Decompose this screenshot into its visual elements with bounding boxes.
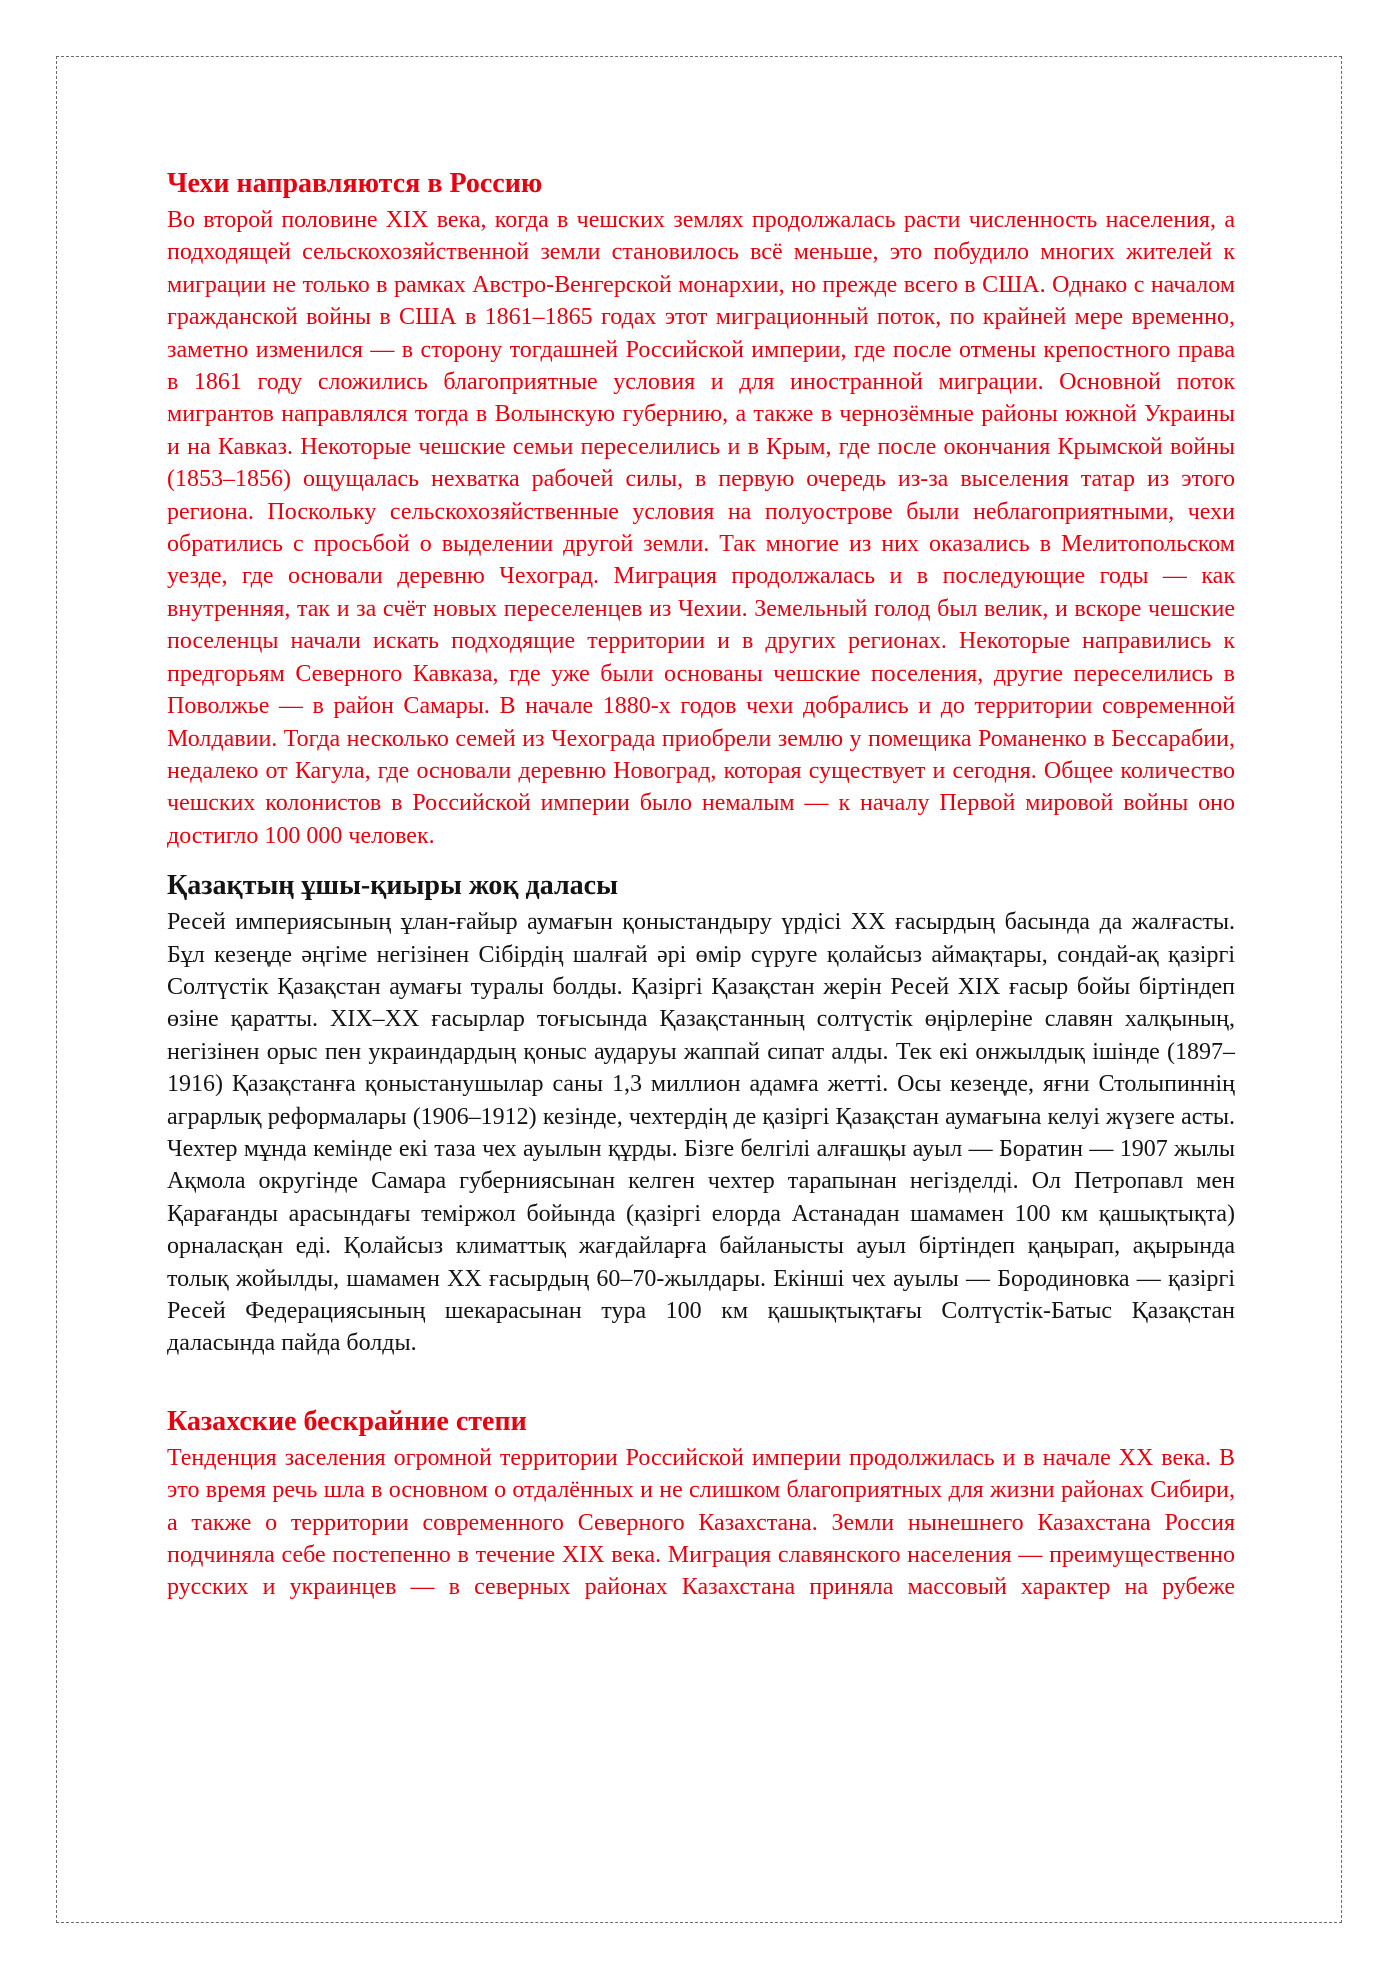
section-paragraph: Тенденция заселения огромной территории Российской империи продолжилась и в начале XX века. В это время речь шла в основном о отдалённых и не слишком благоприятных для жизни районах Сибири, а также о территории современного Северного Казахстана. Земли нынешнего Казахстана Россия подчиняла себе постепенно в течение XIX века. Миграция славянского населения — преимущественно русских и украинцев — в северных районах Казахстана приняла массовый характер на рубеже	[167, 1444, 1235, 1601]
section-paragraph: Ресей империясының ұлан-ғайыр аумағын қоныстандыру үрдісі XX ғасырдың басында да жалғасты. Бұл кезеңде әңгіме негізінен Сібірдің шалғай әрі өмір сүруге қолайсыз аймақтары, сондай-ақ қазіргі Солтүстік Қазақстан аумағы туралы болды. Қазіргі Қазақстан жерін Ресей XIX ғасыр бойы біртіндеп өзіне қаратты. XIX–XX ғасырлар тоғысында Қазақстанның солтүстік өңірлеріне славян халқының, негізінен орыс пен украиндардың қоныс аударуы жаппай сипат алды. Тек екі онжылдық ішінде (1897–1916) Қазақстанға қоныстанушылар саны 1,3 миллион адамға жетті. Осы кезеңде, яғни Столыпиннің аграрлық реформалары (1906–1912) кезінде, чехтердің де қазіргі Қазақстан аумағына келуі жүзеге асты. Чехтер мұнда кемінде екі таза чех ауылын құрды. Бізге белгілі алғашқы ауыл — Боратин — 1907 жылы Ақмола округінде Самара губерниясынан келген чехтер тарапынан негізделді. Ол Петропавл мен Қарағанды арасындағы теміржол бойында (қазіргі елорда Астанадан шамамен 100 км қашықтықта) орналасқан еді. Қолайсыз климаттық жағдайларға байланысты ауыл біртіндеп қаңырап, ақырында толық жойылды, шамамен XX ғасырдың 60–70-жылдары. Екінші чех ауылы — Бородиновка — қазіргі Ресей Федерациясының шекарасынан тура 100 км қашықтықтағы Солтүстік-Батыс Қазақстан даласында пайда болды.	[167, 909, 1235, 1357]
section-kazakh-steppe-kk	[167, 868, 1235, 1360]
section-czechs-to-russia	[167, 166, 1235, 852]
section-heading: Чехи направляются в Россию	[167, 168, 543, 199]
section-heading: Қазақтың ұшы-қиыры жоқ даласы	[167, 870, 618, 902]
section-heading: Казахские бескрайние степи	[167, 1405, 527, 1437]
document-body	[167, 166, 1235, 1604]
section-paragraph: Во второй половине XIX века, когда в чешских землях продолжалась расти численность населения, а подходящей сельскохозяйственной земли становилось всё меньше, это побудило многих жителей к миграции не только в рамках Австро-Венгерской монархии, но прежде всего в США. Однако с началом гражданской войны в США в 1861–1865 годах этот миграционный поток, по крайней мере временно, заметно изменился — в сторону тогдашней Российской империи, где после отмены крепостного права в 1861 году сложились благоприятные условия и для иностранной миграции. Основной поток мигрантов направлялся тогда в Волынскую губернию, а также в чернозёмные районы южной Украины и на Кавказ. Некоторые чешские семьи переселились и в Крым, где после окончания Крымской войны (1853–1856) ощущалась нехватка рабочей силы, в первую очередь из-за выселения татар из этого региона. Поскольку сельскохозяйственные условия на полуострове были неблагоприятными, чехи обратились с просьбой о выделении другой земли. Так многие из них оказались в Мелитопольском уезде, где основали деревню Чехоград. Миграция продолжалась и в последующие годы — как внутренняя, так и за счёт новых переселенцев из Чехии. Земельный голод был велик, и вскоре чешские поселенцы начали искать подходящие территории и в других регионах. Некоторые направились к предгорьям Северного Кавказа, где уже были основаны чешские поселения, другие переселились в Поволжье — в район Самары. В начале 1880-х годов чехи добрались и до территории современной Молдавии. Тогда несколько семей из Чехограда приобрели землю у помещика Романенко в Бессарабии, недалеко от Кагула, где основали деревню Новоград, которая существует и сегодня. Общее количество чешских колонистов в Российской империи было немалым — к началу Первой мировой войны оно достигло 100 000 человек.	[167, 207, 1235, 849]
section-kazakh-steppe-ru	[167, 1404, 1235, 1604]
